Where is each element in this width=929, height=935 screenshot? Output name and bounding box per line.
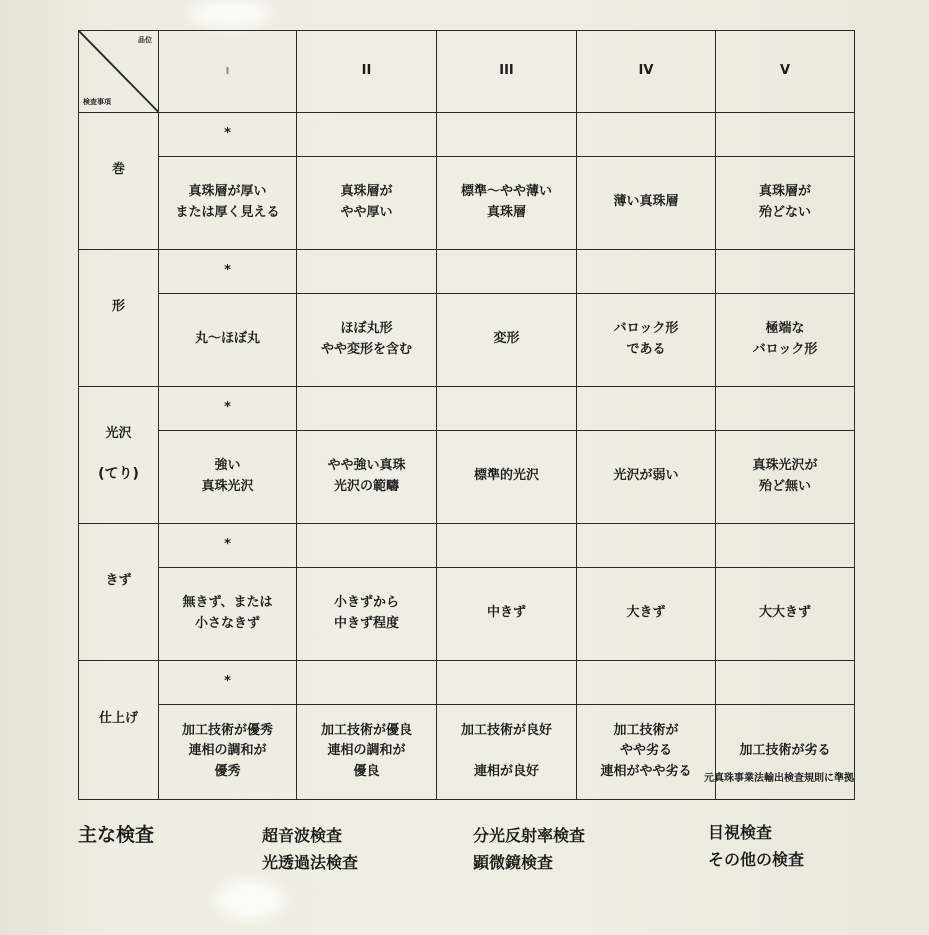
- star-row: [79, 249, 855, 293]
- criteria-cell: ほぼ丸形 やや変形を含む: [297, 293, 437, 386]
- standard-star-icon: *: [159, 660, 297, 704]
- criteria-cell: 薄い真珠層: [577, 156, 716, 249]
- criteria-cell: 真珠層が やや厚い: [297, 156, 437, 249]
- criteria-cell: 大大きず: [716, 567, 855, 660]
- criteria-cell: 加工技術が劣る: [716, 704, 855, 799]
- star-row: [79, 523, 855, 567]
- criteria-cell: 加工技術が優秀 連相の調和が 優秀: [159, 704, 297, 799]
- grade-header-i: I: [159, 31, 297, 113]
- criteria-cell: バロック形 である: [577, 293, 716, 386]
- criteria-cell: 極端な バロック形: [716, 293, 855, 386]
- category-label: 巻: [111, 162, 125, 178]
- criteria-cell: 無きず、または 小さなきず: [159, 567, 297, 660]
- standard-star-icon: *: [159, 523, 297, 567]
- criteria-cell: 標準〜やや薄い 真珠層: [437, 156, 577, 249]
- inspection-item: その他の検査: [708, 850, 805, 870]
- description-row: [79, 567, 855, 660]
- criteria-cell: 中きず: [437, 567, 577, 660]
- description-row: [79, 430, 855, 523]
- criteria-cell: 加工技術が良好 連相が良好: [437, 704, 577, 799]
- inspection-axis-label: 検査事項: [83, 97, 111, 106]
- inspection-item: 超音波検査: [262, 826, 343, 845]
- description-row: [79, 156, 855, 249]
- description-row: [79, 704, 855, 799]
- inspection-list-col1: [262, 822, 358, 876]
- criteria-cell: 変形: [437, 293, 577, 386]
- criteria-cell: やや強い真珠 光沢の範疇: [297, 430, 437, 523]
- category-label: きず: [105, 573, 132, 589]
- star-row: [79, 112, 855, 156]
- criteria-cell: 標準的光沢: [437, 430, 577, 523]
- inspection-item: 分光反射率検査: [473, 826, 586, 845]
- criteria-cell: 光沢が弱い: [577, 430, 716, 523]
- grade-header-row: [79, 31, 855, 113]
- table-corner-cell: [79, 31, 159, 113]
- category-cell: [79, 660, 159, 799]
- criteria-cell: 強い 真珠光沢: [159, 430, 297, 523]
- criteria-cell: 真珠光沢が 殆ど無い: [716, 430, 855, 523]
- grade-header-ii: II: [297, 31, 437, 113]
- inspection-item: 顕微鏡検査: [473, 853, 554, 873]
- category-sublabel: (てり): [98, 465, 139, 482]
- criteria-cell: 加工技術が やや劣る 連相がやや劣る: [577, 704, 716, 799]
- criteria-cell: 小きずから 中きず程度: [297, 567, 437, 660]
- category-cell: [79, 112, 159, 249]
- inspection-list-col3: [708, 819, 804, 873]
- criteria-cell: 丸〜ほぼ丸: [159, 293, 297, 386]
- grade-axis-label: 品位: [138, 36, 152, 44]
- grade-header-v: V: [716, 31, 855, 113]
- description-row: [79, 293, 855, 386]
- star-row: [79, 386, 855, 430]
- main-inspections-title: 主な検査: [78, 824, 155, 846]
- inspection-item: 目視検査: [708, 823, 773, 842]
- standard-star-icon: *: [159, 386, 297, 430]
- regulation-note: 元真珠事業法輸出検査規則に準拠: [704, 773, 854, 784]
- light-glare: [190, 0, 270, 28]
- category-cell: [79, 249, 159, 386]
- grade-header-iii: III: [437, 31, 577, 113]
- star-row: [79, 660, 855, 704]
- pearl-grade-table: [78, 30, 855, 800]
- category-label: 仕上げ: [98, 711, 138, 727]
- criteria-cell: 真珠層が 殆どない: [716, 156, 855, 249]
- criteria-cell: 加工技術が優良 連相の調和が 優良: [297, 704, 437, 799]
- criteria-cell: 大きず: [577, 567, 716, 660]
- category-label: 形: [111, 299, 125, 315]
- light-glare: [215, 880, 285, 920]
- standard-star-icon: *: [159, 112, 297, 156]
- inspection-list-col2: [473, 822, 585, 876]
- standard-star-icon: *: [159, 249, 297, 293]
- category-label: 光沢: [105, 425, 132, 441]
- inspection-item: 光透過法検査: [262, 853, 359, 873]
- grade-header-iv: IV: [577, 31, 716, 113]
- criteria-cell: 真珠層が厚い または厚く見える: [159, 156, 297, 249]
- category-cell: [79, 386, 159, 523]
- category-cell: [79, 523, 159, 660]
